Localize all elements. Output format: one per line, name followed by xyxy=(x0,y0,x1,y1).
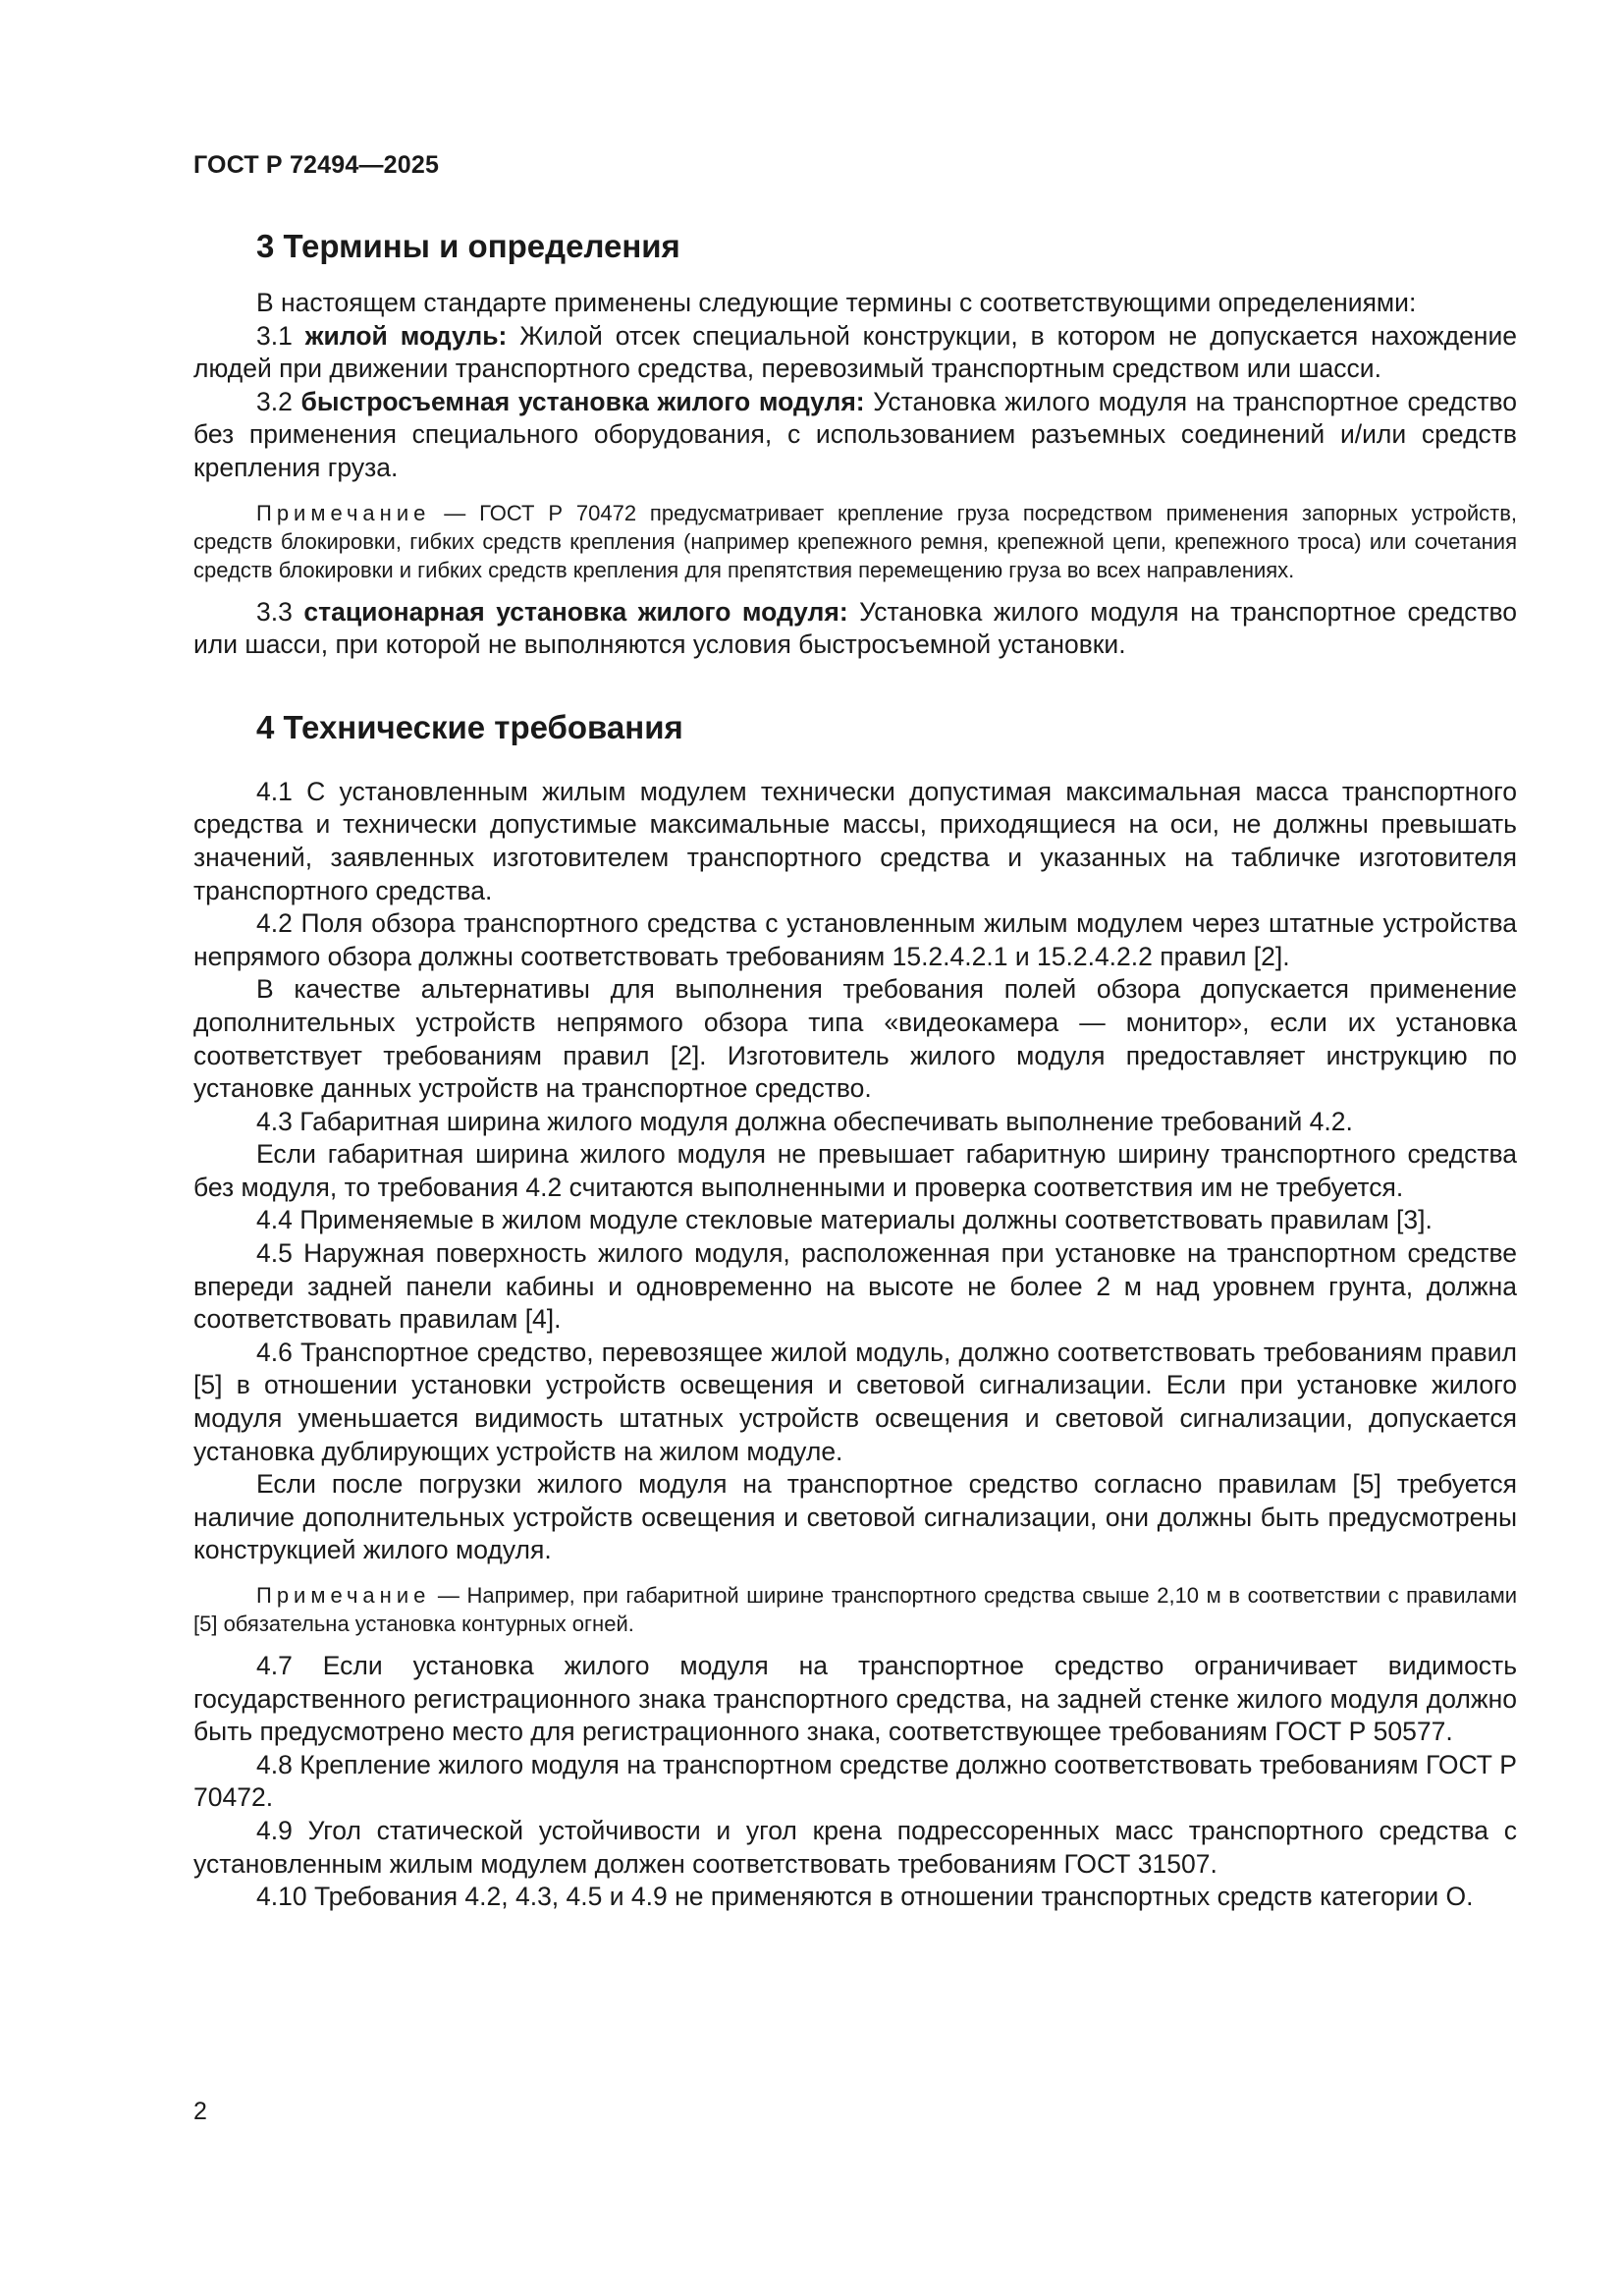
clause-4-3: 4.3 Габаритная ширина жилого модуля должна обеспечивать выполнение требований 4.2. xyxy=(256,1106,1353,1136)
section-4-title: 4 Технические требования xyxy=(256,708,683,745)
clause-4-7: 4.7 Если установка жилого модуля на транспортное средство ограничивает видимость государственного регистрационного знака транспортного средства, на задней стенке жилого модуля должно быть предусмотрено место для регистрационного знака, соответствующее требованиям ГОСТ Р 50577. xyxy=(193,1651,1517,1747)
note-text: — ГОСТ Р 70472 предусматривает крепление груза посредством применения запорных устройств, средств блокировки, гибких средств крепления (например крепежного ремня, крепежной цепи, крепежного троса) или сочетания средств блокировки и гибких средств крепления для препятствия перемещению груза во всех направлениях. xyxy=(193,500,1517,582)
term-3-3 xyxy=(193,596,1517,662)
clause-4-3-condition: Если габаритная ширина жилого модуля не превышает габаритную ширину транспортного средства без модуля, то требования 4.2 считаются выполненными и проверка соответствия им не требуется. xyxy=(193,1139,1517,1202)
note-1 xyxy=(193,499,1517,584)
clause-4-8: 4.8 Крепление жилого модуля на транспортном средстве должно соответствовать требованиям ГОСТ Р 70472. xyxy=(193,1749,1517,1813)
term-name: быстросъемная установка жилого модуля: xyxy=(300,386,865,416)
clause-4-10: 4.10 Требования 4.2, 4.3, 4.5 и 4.9 не применяются в отношении транспортных средств категории О. xyxy=(256,1882,1474,1912)
document-body xyxy=(193,228,1517,1914)
term-number: 3.2 xyxy=(256,386,301,416)
clause-4-2: 4.2 Поля обзора транспортного средства с установленным жилым модулем через штатные устройства непрямого обзора должны соответствовать требованиям 15.2.4.2.1 и 15.2.4.2.2 правил [2]. xyxy=(193,908,1517,971)
note-label: Примечание xyxy=(256,500,431,525)
note-label: Примечание xyxy=(256,1583,431,1608)
clause-4-1: 4.1 С установленным жилым модулем технически допустимая максимальная масса транспортного средства и технически допустимые максимальные массы, приходящиеся на оси, не должны превышать значений, заявленных изготовителем транспортного средства и указанных на табличке изготовителя транспортного средства. xyxy=(193,776,1517,905)
clause-4-2-alternative: В качестве альтернативы для выполнения требования полей обзора допускается применение дополнительных устройств непрямого обзора типа «видеокамера — монитор», если их установка соответствует требованиям правил [2]. Изготовитель жилого модуля предоставляет инструкцию по установке данных устройств на транспортное средство. xyxy=(193,974,1517,1104)
clause-4-6-additional: Если после погрузки жилого модуля на транспортное средство согласно правилам [5] требуется наличие дополнительных устройств освещения и световой сигнализации, они должны быть предусмотрены конструкцией жилого модуля. xyxy=(193,1469,1517,1565)
term-name: жилой модуль: xyxy=(304,320,508,351)
term-3-1 xyxy=(193,320,1517,386)
section-3-intro: В настоящем стандарте применены следующие термины с соответствующими определениями: xyxy=(256,288,1417,317)
clause-4-9: 4.9 Угол статической устойчивости и угол крена подрессоренных масс транспортного средства с установленным жилым модулем должен соответствовать требованиям ГОСТ 31507. xyxy=(193,1815,1517,1879)
clause-4-5: 4.5 Наружная поверхность жилого модуля, расположенная при установке на транспортном средстве впереди задней панели кабины и одновременно на высоте не более 2 м над уровнем грунта, должна соответствовать правилам [4]. xyxy=(193,1238,1517,1335)
term-number: 3.1 xyxy=(256,320,305,351)
term-definition: Установка жилого модуля на транспортное средство без применения специального оборудования, с использованием разъемных соединений и/или средств крепления груза. xyxy=(193,386,1517,482)
clause-4-6: 4.6 Транспортное средство, перевозящее жилой модуль, должно соответствовать требованиям правил [5] в отношении установки устройств освещения и световой сигнализации. Если при установке жилого модуля уменьшается видимость штатных устройств освещения и световой сигнализации, допускается установка дублирующих устройств на жилом модуле. xyxy=(193,1337,1517,1466)
section-3-title: 3 Термины и определения xyxy=(256,228,680,264)
term-definition: Жилой отсек специальной конструкции, в котором не допускается нахождение людей при движении транспортного средства, перевозимый транспортным средством или шасси. xyxy=(193,320,1517,384)
clause-4-4: 4.4 Применяемые в жилом модуле стекловые материалы должны соответствовать правилам [3]. xyxy=(256,1205,1433,1235)
term-definition: Установка жилого модуля на транспортное средство или шасси, при которой не выполняются условия быстросъемной установки. xyxy=(193,596,1517,660)
note-2 xyxy=(193,1581,1517,1638)
term-3-2 xyxy=(193,386,1517,485)
page-number: 2 xyxy=(193,2098,207,2125)
term-name: стационарная установка жилого модуля: xyxy=(303,596,848,627)
note-text: — Например, при габаритной ширине транспортного средства свыше 2,10 м в соответствии с правилами [5] обязательна установка контурных огней. xyxy=(193,1583,1517,1636)
term-number: 3.3 xyxy=(256,596,304,627)
document-header: ГОСТ Р 72494—2025 xyxy=(193,151,440,179)
